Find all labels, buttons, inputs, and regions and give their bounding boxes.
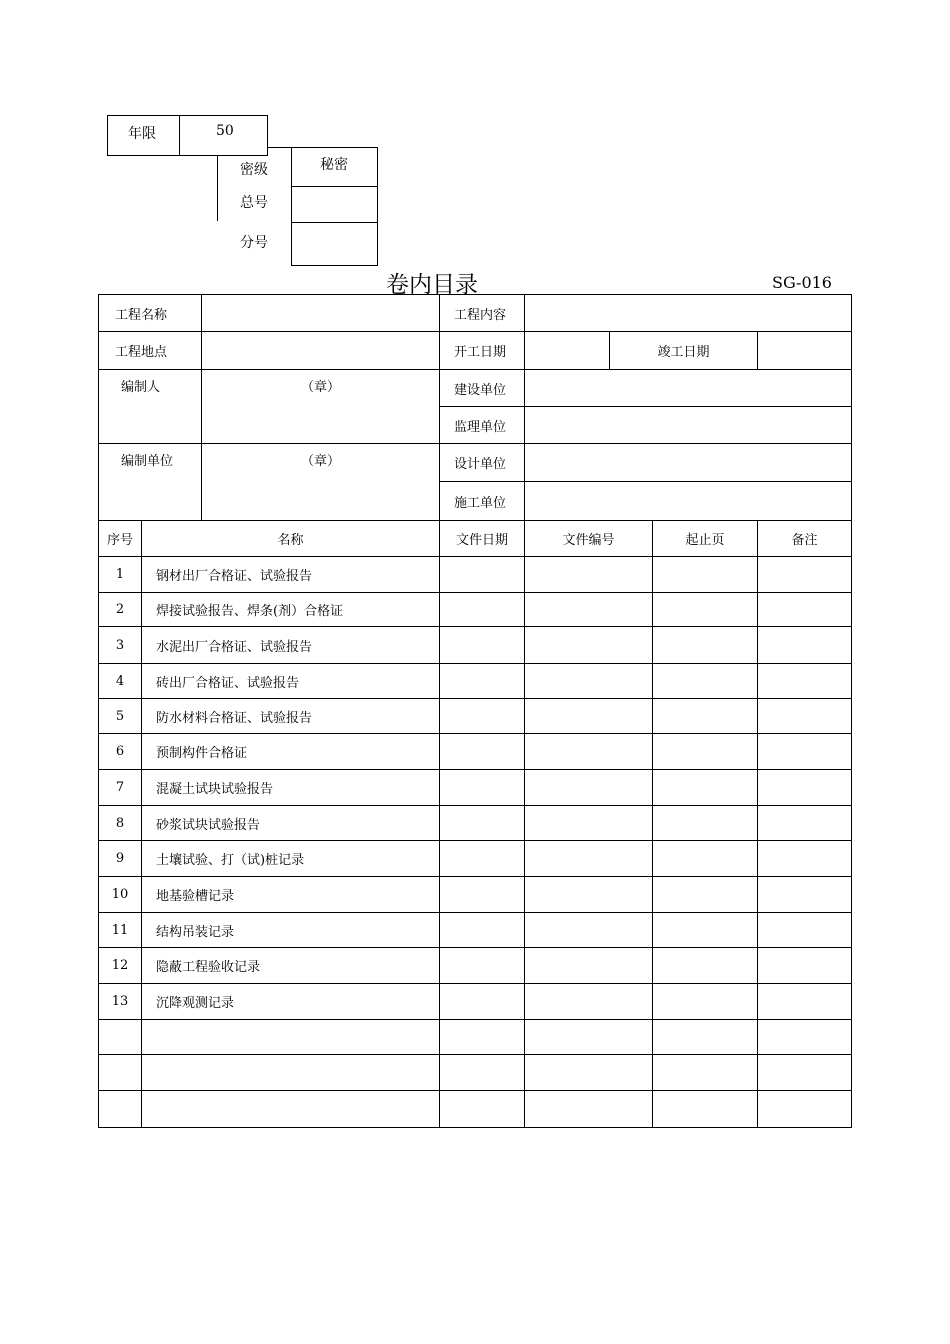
row-pages[interactable]: [653, 1055, 758, 1091]
table-row: [99, 806, 852, 841]
compiler-seal[interactable]: （章）: [202, 370, 440, 444]
row-pages[interactable]: [653, 1020, 758, 1055]
sub-no-cell: [291, 222, 378, 266]
row-name: 预制构件合格证: [142, 734, 440, 770]
contractor-label: 施工单位: [440, 482, 525, 521]
row-pages[interactable]: [653, 734, 758, 770]
row-name: [142, 1055, 440, 1091]
table-row: [99, 1020, 852, 1055]
row-pages[interactable]: [653, 877, 758, 913]
table-row: [99, 770, 852, 806]
table-row: [99, 841, 852, 877]
row-name: 防水材料合格证、试验报告: [142, 699, 440, 734]
row-name: 混凝土试块试验报告: [142, 770, 440, 806]
col-header-no: 序号: [99, 521, 142, 557]
project-content-field[interactable]: [525, 295, 852, 332]
row-remarks[interactable]: [758, 1055, 852, 1091]
row-remarks[interactable]: [758, 627, 852, 664]
row-name: 砖出厂合格证、试验报告: [142, 664, 440, 699]
col-header-name: 名称: [142, 521, 440, 557]
row-no: 7: [99, 770, 142, 806]
row-pages[interactable]: [653, 593, 758, 627]
row-remarks[interactable]: [758, 593, 852, 627]
row-file-date[interactable]: [440, 913, 525, 948]
row-name: 水泥出厂合格证、试验报告: [142, 627, 440, 664]
row-pages[interactable]: [653, 627, 758, 664]
row-file-date[interactable]: [440, 627, 525, 664]
row-no: 12: [99, 948, 142, 984]
row-remarks[interactable]: [758, 1091, 852, 1128]
row-remarks[interactable]: [758, 734, 852, 770]
row-file-date[interactable]: [440, 1091, 525, 1128]
row-file-no[interactable]: [525, 877, 653, 913]
row-no: 4: [99, 664, 142, 699]
years-label: 年限: [128, 126, 156, 142]
row-name: 土壤试验、打（试)桩记录: [142, 841, 440, 877]
row-pages[interactable]: [653, 948, 758, 984]
catalog-table: [98, 294, 852, 1128]
row-pages[interactable]: [653, 557, 758, 593]
row-remarks[interactable]: [758, 841, 852, 877]
total-no-cell: [291, 186, 378, 223]
row-file-date[interactable]: [440, 699, 525, 734]
project-content-label: 工程内容: [440, 295, 525, 332]
row-file-date[interactable]: [440, 557, 525, 593]
row-name: 地基验槽记录: [142, 877, 440, 913]
row-name: 钢材出厂合格证、试验报告: [142, 557, 440, 593]
designer-field[interactable]: [525, 444, 852, 482]
years-value: 50: [216, 123, 234, 139]
row-file-date[interactable]: [440, 734, 525, 770]
table-row: [99, 913, 852, 948]
designer-label: 设计单位: [440, 444, 525, 482]
row-no: 13: [99, 984, 142, 1020]
compiling-unit-label: 编制单位: [99, 444, 202, 521]
contractor-field[interactable]: [525, 482, 852, 521]
supervisor-label: 监理单位: [440, 407, 525, 444]
row-no: [99, 1091, 142, 1128]
row-file-date[interactable]: [440, 664, 525, 699]
row-remarks[interactable]: [758, 948, 852, 984]
row-remarks[interactable]: [758, 664, 852, 699]
info-row-1: [99, 295, 852, 332]
row-file-no[interactable]: [525, 984, 653, 1020]
row-name: [142, 1091, 440, 1128]
row-file-date[interactable]: [440, 984, 525, 1020]
row-file-no[interactable]: [525, 593, 653, 627]
row-file-no[interactable]: [525, 948, 653, 984]
row-pages[interactable]: [653, 806, 758, 841]
column-header-row: [99, 521, 852, 557]
row-pages[interactable]: [653, 984, 758, 1020]
row-file-no[interactable]: [525, 841, 653, 877]
row-pages[interactable]: [653, 841, 758, 877]
table-row: [99, 627, 852, 664]
row-no: [99, 1020, 142, 1055]
row-no: 11: [99, 913, 142, 948]
row-name: 结构吊装记录: [142, 913, 440, 948]
row-file-date[interactable]: [440, 1055, 525, 1091]
row-remarks[interactable]: [758, 877, 852, 913]
builder-field[interactable]: [525, 370, 852, 407]
compiling-unit-seal[interactable]: （章）: [202, 444, 440, 521]
row-no: 2: [99, 593, 142, 627]
row-file-no[interactable]: [525, 627, 653, 664]
location-field[interactable]: [202, 332, 440, 370]
header-divider-line: [217, 155, 218, 221]
secret-value: 秘密: [320, 157, 348, 173]
table-row: [99, 699, 852, 734]
table-row: [99, 734, 852, 770]
secret-label: 密级: [240, 162, 268, 178]
table-row: [99, 1055, 852, 1091]
row-remarks[interactable]: [758, 699, 852, 734]
col-header-file-date: 文件日期: [440, 521, 525, 557]
item-rows: [99, 557, 852, 1128]
row-file-date[interactable]: [440, 593, 525, 627]
table-row: [99, 948, 852, 984]
row-file-date[interactable]: [440, 877, 525, 913]
row-file-date[interactable]: [440, 841, 525, 877]
row-remarks[interactable]: [758, 1020, 852, 1055]
row-file-no[interactable]: [525, 699, 653, 734]
info-row-5: [99, 444, 852, 482]
project-name-field[interactable]: [202, 295, 440, 332]
total-no-label: 总号: [240, 195, 268, 211]
finish-date-label: 竣工日期: [610, 332, 758, 370]
row-name: 砂浆试块试验报告: [142, 806, 440, 841]
row-file-no[interactable]: [525, 664, 653, 699]
page-title: 卷内目录: [386, 272, 478, 298]
row-file-date[interactable]: [440, 806, 525, 841]
row-pages[interactable]: [653, 1091, 758, 1128]
row-pages[interactable]: [653, 770, 758, 806]
supervisor-field[interactable]: [525, 407, 852, 444]
finish-date-field[interactable]: [758, 332, 852, 370]
row-remarks[interactable]: [758, 806, 852, 841]
row-file-date[interactable]: [440, 770, 525, 806]
row-no: 8: [99, 806, 142, 841]
col-header-pages: 起止页: [653, 521, 758, 557]
info-row-3: [99, 370, 852, 407]
row-file-date[interactable]: [440, 948, 525, 984]
row-file-no[interactable]: [525, 806, 653, 841]
row-name: 沉降观测记录: [142, 984, 440, 1020]
row-file-date[interactable]: [440, 1020, 525, 1055]
table-row: [99, 877, 852, 913]
row-file-no[interactable]: [525, 913, 653, 948]
info-row-2: [99, 332, 852, 370]
table-row: [99, 664, 852, 699]
row-pages[interactable]: [653, 913, 758, 948]
col-header-file-no: 文件编号: [525, 521, 653, 557]
row-pages[interactable]: [653, 664, 758, 699]
form-code: SG-016: [772, 273, 832, 292]
row-file-no[interactable]: [525, 1020, 653, 1055]
start-date-field[interactable]: [525, 332, 610, 370]
row-no: 6: [99, 734, 142, 770]
compiler-label: 编制人: [99, 370, 202, 444]
row-file-no[interactable]: [525, 1091, 653, 1128]
row-name: 焊接试验报告、焊条(剂）合格证: [142, 593, 440, 627]
sub-no-label: 分号: [240, 235, 268, 251]
row-no: 10: [99, 877, 142, 913]
builder-label: 建设单位: [440, 370, 525, 407]
row-pages[interactable]: [653, 699, 758, 734]
row-remarks[interactable]: [758, 913, 852, 948]
row-no: 5: [99, 699, 142, 734]
row-file-no[interactable]: [525, 1055, 653, 1091]
row-file-no[interactable]: [525, 734, 653, 770]
table-row: [99, 557, 852, 593]
project-name-label: 工程名称: [99, 295, 202, 332]
row-no: 1: [99, 557, 142, 593]
table-row: [99, 984, 852, 1020]
row-no: 9: [99, 841, 142, 877]
location-label: 工程地点: [99, 332, 202, 370]
table-row: [99, 593, 852, 627]
table-row: [99, 1091, 852, 1128]
col-header-remarks: 备注: [758, 521, 852, 557]
row-file-no[interactable]: [525, 557, 653, 593]
row-remarks[interactable]: [758, 557, 852, 593]
row-no: [99, 1055, 142, 1091]
start-date-label: 开工日期: [440, 332, 525, 370]
row-file-no[interactable]: [525, 770, 653, 806]
row-no: 3: [99, 627, 142, 664]
row-remarks[interactable]: [758, 770, 852, 806]
row-name: 隐蔽工程验收记录: [142, 948, 440, 984]
row-name: [142, 1020, 440, 1055]
row-remarks[interactable]: [758, 984, 852, 1020]
